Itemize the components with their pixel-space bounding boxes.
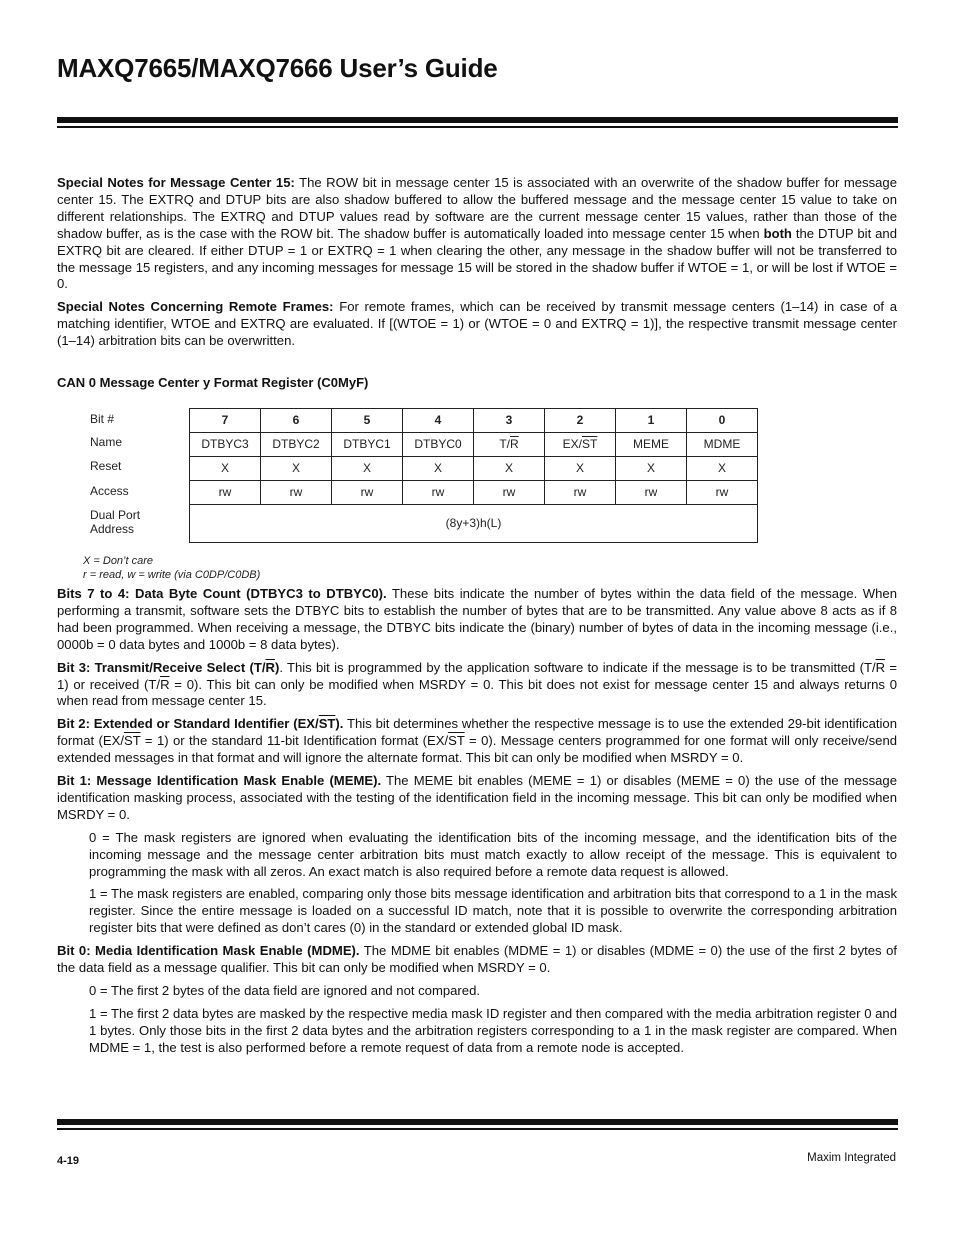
paragraph-text: This bit determines whether the respective message is to use the extended 29-bit identification format (EX/ xyxy=(57,716,897,749)
paragraph-remote-frames xyxy=(57,299,897,350)
register-title: CAN 0 Message Center y Format Register (C0MyF) xyxy=(57,375,369,391)
paragraph-lead: Special Notes Concerning Remote Frames: xyxy=(57,299,334,315)
bit-cell: 2 xyxy=(545,408,616,432)
register-table xyxy=(189,408,758,543)
bit-cell: 6 xyxy=(261,408,332,432)
paragraph-lead: Bit 1: Message Identification Mask Enable (MEME). xyxy=(57,773,382,789)
reset-cell: X xyxy=(190,456,261,480)
label-dual-port: Dual Port xyxy=(90,507,141,522)
bit-0-option-1: 1 = The first 2 data bytes are masked by the respective media mask ID register and then compared with the media arbitration register 0 and 1 bytes. Only those bits in the first 2 data bytes and the arbitration registers corresponding to a 1 in the mask register are compared. When MDME = 1, the test is also performed before a remote request of data from a remote node is accepted. xyxy=(89,1005,897,1055)
main-content xyxy=(57,175,897,1063)
name-cell: MDME xyxy=(687,432,758,456)
note-dont-care: X = Don’t care xyxy=(83,554,154,567)
label-access: Access xyxy=(90,483,129,498)
paragraph-bit-1 xyxy=(57,773,897,824)
paragraph-text: = 1) or the standard 11-bit Identification format (EX/ xyxy=(140,733,449,749)
access-row xyxy=(190,480,758,504)
paragraph-lead: Bit 2: Extended or Standard Identifier $(EX/\overline{ST})$. xyxy=(57,716,344,732)
footer-rule-thin xyxy=(57,1128,898,1130)
paragraph-lead: Bit 0: Media Identification Mask Enable (MDME). xyxy=(57,943,360,959)
bit-cell: 3 xyxy=(474,408,545,432)
bit-cell: 0 xyxy=(687,408,758,432)
paragraph-lead: Bit 3: Transmit/Receive Select $(T/\overline{R})$ xyxy=(57,659,280,675)
paragraph-text: . This bit is programmed by the application software to indicate if the message is to be transmitted (T/ xyxy=(279,659,876,675)
paragraph-text: = 0). Message centers programmed for one format will only receive/send extended messages in that format and will ignore the alternate format. This bit can only be modified when MSRDY = 0. xyxy=(57,733,898,766)
page-title: MAXQ7665/MAXQ7666 User’s Guide xyxy=(57,53,498,83)
emphasis-text: both xyxy=(763,225,792,241)
bit-0-option-0: 0 = The first 2 bytes of the data field are ignored and not compared. xyxy=(89,983,480,998)
name-part: EX/ xyxy=(562,437,582,452)
header-rule-thin xyxy=(57,126,898,128)
reset-cell: X xyxy=(332,456,403,480)
bit-cell: 4 xyxy=(403,408,474,432)
name-part-overlined: $\overline{ST}$ xyxy=(582,437,598,452)
overlined-text: $\overline{ST}$ xyxy=(123,733,141,749)
name-cell: DTBYC3 xyxy=(190,432,261,456)
bit-1-option-1: 1 = The mask registers are enabled, comparing only those bits message identification and arbitration bits that correspond to a 1 in the mask register. Since the entire message is loaded on a successful ID match, note that it is possible to overwrite the corresponding arbitration register bits that were defined as don’t cares (0) in the standard or extended global ID mask. xyxy=(89,886,898,936)
paragraph-bit-3 xyxy=(57,660,897,711)
name-part-overlined: $\overline{R}$ xyxy=(510,437,519,452)
access-cell: rw xyxy=(545,480,616,504)
bit-cell: 5 xyxy=(332,408,403,432)
paragraph-text: For remote frames, which can be received by transmit message centers (1–14) in case of a matching identifier, WTOE and EXTRQ are evaluated. If [(WTOE = 1) or (WTOE = 0 and EXTRQ = 1)], the respective transmit message center (1–14) arbitration bits can be overwritten. xyxy=(57,299,897,349)
overlined-text: $\overline{R}$ xyxy=(160,676,170,692)
reset-row xyxy=(190,456,758,480)
paragraph-lead: Special Notes for Message Center 15: xyxy=(57,175,295,190)
reset-cell: X xyxy=(687,456,758,480)
access-cell: rw xyxy=(474,480,545,504)
access-cell: rw xyxy=(687,480,758,504)
bit-cell: 1 xyxy=(616,408,687,432)
name-row xyxy=(190,432,758,456)
paragraph-bit-2 xyxy=(57,716,897,767)
address-row xyxy=(190,504,758,542)
name-cell: DTBYC0 xyxy=(403,432,474,456)
paragraph-bit-0 xyxy=(57,943,897,977)
paragraph-text: The ROW bit in message center 15 is associated with an overwrite of the shadow buffer for message center 15. The EXTRQ and DTUP bits are also shadow buffered to allow the buffered message and the message center 15 value to take on different relationships. The EXTRQ and DTUP values read by software are the current message center 15 values, rather than those of the shadow buffer, as is the case with the ROW bit. The shadow buffer is automatically loaded into message center 15 when xyxy=(57,175,897,241)
paragraph-text: = 0). This bit can only be modified when MSRDY = 0. This bit does not exist for message center 15 and always returns 0 when read from message center 15. xyxy=(57,676,897,709)
footer-rule-thick xyxy=(57,1119,898,1125)
access-cell: rw xyxy=(190,480,261,504)
note-read-write: r = read, w = write (via C0DP/C0DB) xyxy=(83,568,261,581)
name-cell: MEME xyxy=(616,432,687,456)
register-diagram xyxy=(57,408,897,581)
access-cell: rw xyxy=(261,480,332,504)
page-number: 4-19 xyxy=(57,1155,80,1167)
bit-number-row xyxy=(190,408,758,432)
name-cell: DTBYC2 xyxy=(261,432,332,456)
paragraph-text: The MEME bit enables (MEME = 1) or disables (MEME = 0) the use of the message identification masking process, associated with the testing of the identification field in the incoming message. This bit can only be modified when MSRDY = 0. xyxy=(57,773,897,822)
bit-1-option-0: 0 = The mask registers are ignored when evaluating the identification bits of the incoming message, and the identification bits of the incoming message and the message center arbitration bits must match exactly to allow receipt of the message. This is equivalent to programming the mask with all zeros. An exact match is also required before a remote data request is allowed. xyxy=(89,829,897,879)
access-cell: rw xyxy=(616,480,687,504)
reset-cell: X xyxy=(261,456,332,480)
company-name: Maxim Integrated xyxy=(807,1152,896,1164)
label-reset: Reset xyxy=(90,458,122,473)
label-bit: Bit # xyxy=(90,411,115,426)
reset-cell: X xyxy=(545,456,616,480)
overlined-text: $\overline{ST}$ xyxy=(448,733,465,749)
reset-cell: X xyxy=(403,456,474,480)
name-cell-tr xyxy=(474,432,545,456)
label-address: Address xyxy=(90,521,135,536)
paragraph-text: The MDME bit enables (MDME = 1) or disables (MDME = 0) the use of the first 2 bytes of the data field as a message qualifier. This bit can only be modified when MSRDY = 0. xyxy=(57,943,897,976)
access-cell: rw xyxy=(403,480,474,504)
overlined-text: $\overline{R}$ xyxy=(875,659,886,675)
bit-cell: 7 xyxy=(190,408,261,432)
name-part: T/ xyxy=(499,437,510,452)
name-cell-exst xyxy=(545,432,616,456)
label-name: Name xyxy=(90,434,123,449)
register-notes xyxy=(83,554,260,582)
reset-cell: X xyxy=(474,456,545,480)
address-cell: (8y+3)h(L) xyxy=(190,504,758,542)
name-cell: DTBYC1 xyxy=(332,432,403,456)
reset-cell: X xyxy=(616,456,687,480)
header-rule-thick xyxy=(57,117,898,123)
paragraph-bits-7-4 xyxy=(57,586,897,654)
paragraph-text: = 1) or received (T/ xyxy=(57,659,897,692)
paragraph-text: the DTUP bit and EXTRQ bit are cleared. If either DTUP = 1 or EXTRQ = 1 when clearing the other, any message in the shadow buffer will not be transferred to the message 15 registers, and any incoming messages for message 15 will be stored in the shadow buffer if WTOE = 1, or will be lost if WTOE = 0. xyxy=(57,225,897,292)
paragraph-text: These bits indicate the number of bytes within the data field of the message. When performing a transmit, software sets the DTBYC bits to establish the number of bytes that are to be transmitted. Any value above 8 acts as if 8 had been programmed. When receiving a message, the DTBYC bits indicate the (binary) number of bytes of data in the incoming message (i.e., 0000b = 0 data bytes and 1000b = 8 data bytes). xyxy=(57,585,897,652)
paragraph-lead: Bits 7 to 4: Data Byte Count (DTBYC3 to DTBYC0). xyxy=(57,585,387,601)
paragraph-mc15-notes xyxy=(57,175,897,293)
access-cell: rw xyxy=(332,480,403,504)
